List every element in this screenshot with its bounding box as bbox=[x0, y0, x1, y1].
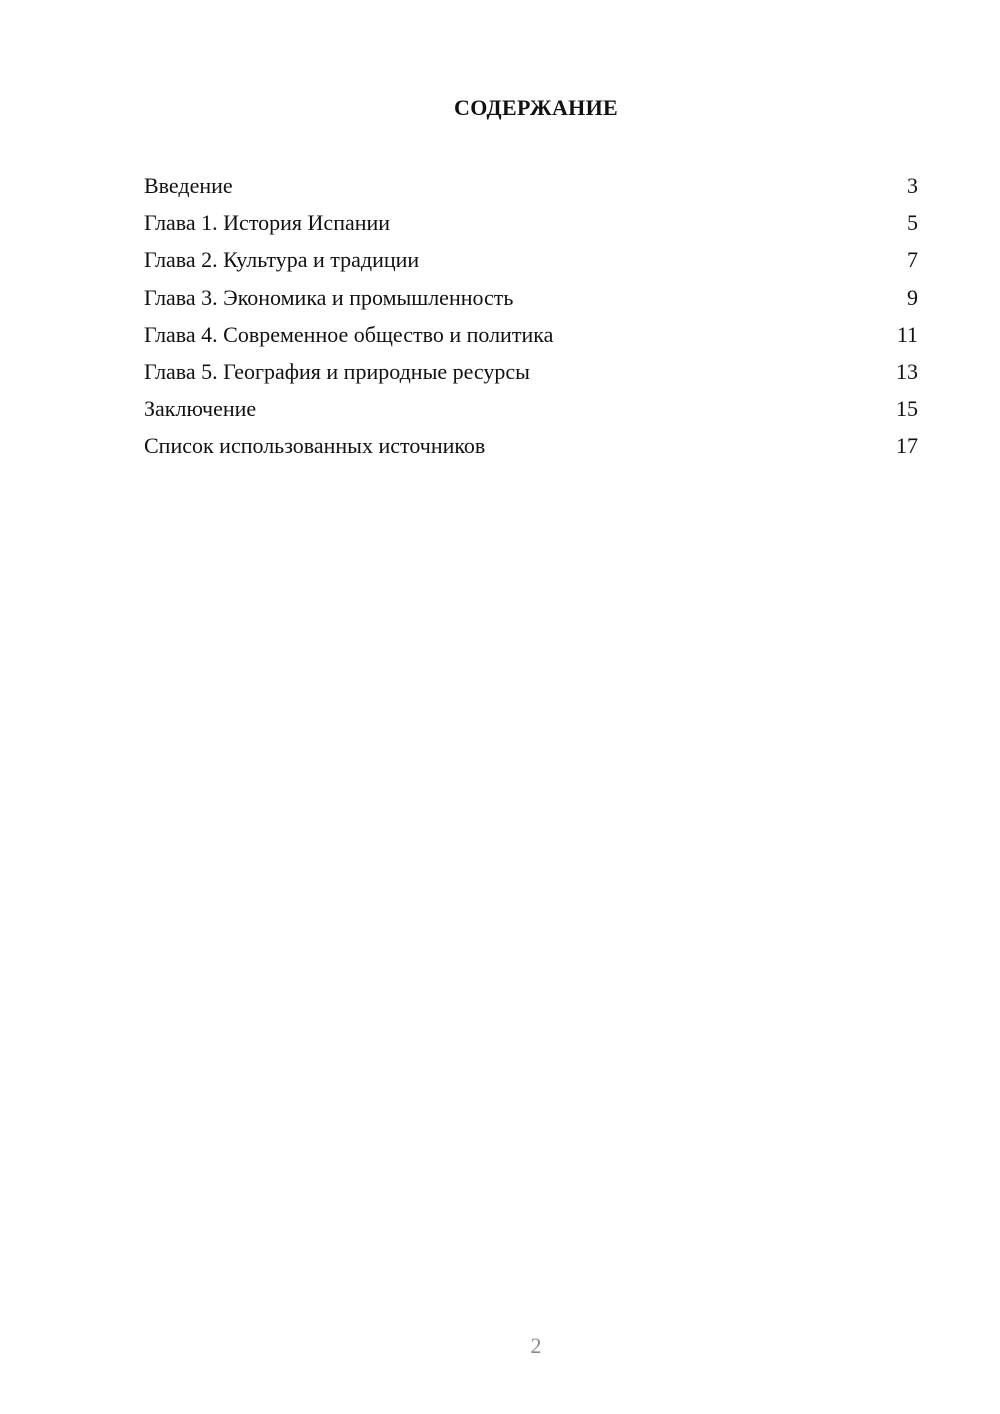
toc-entry-page: 13 bbox=[896, 358, 918, 384]
toc-entry-chapter-5 bbox=[144, 353, 918, 390]
toc-entry-chapter-2 bbox=[144, 241, 918, 278]
table-of-contents bbox=[144, 167, 918, 465]
toc-entry-label: Введение bbox=[144, 173, 233, 198]
toc-entry-page: 5 bbox=[907, 210, 918, 236]
toc-entry-page: 11 bbox=[896, 321, 918, 347]
toc-entry-chapter-4 bbox=[144, 316, 918, 353]
toc-entry-chapter-1 bbox=[144, 204, 918, 241]
toc-entry-label: Список использованных источников bbox=[144, 433, 486, 459]
toc-entry-references bbox=[144, 427, 918, 464]
toc-entry-label: Глава 2. Культура и традиции bbox=[144, 247, 420, 273]
toc-entry-label: Глава 4. Современное общество и политика bbox=[144, 321, 554, 347]
toc-entry-chapter-3 bbox=[144, 279, 918, 316]
toc-entry-label: Глава 5. География и природные ресурсы bbox=[144, 358, 530, 384]
toc-entry-conclusion bbox=[144, 390, 918, 427]
toc-entry-introduction bbox=[144, 167, 918, 204]
toc-entry-page: 15 bbox=[896, 396, 918, 422]
toc-entry-page: 9 bbox=[907, 284, 918, 310]
toc-entry-label: Заключение bbox=[144, 396, 257, 422]
toc-entry-page: 17 bbox=[896, 433, 918, 459]
page-number: 2 bbox=[530, 1333, 542, 1358]
toc-entry-label: Глава 1. История Испании bbox=[144, 210, 391, 236]
toc-entry-page: 3 bbox=[907, 173, 918, 198]
toc-title: СОДЕРЖАНИЕ bbox=[454, 95, 618, 120]
toc-entry-label: Глава 3. Экономика и промышленность bbox=[144, 284, 514, 310]
toc-entry-page: 7 bbox=[907, 247, 918, 273]
